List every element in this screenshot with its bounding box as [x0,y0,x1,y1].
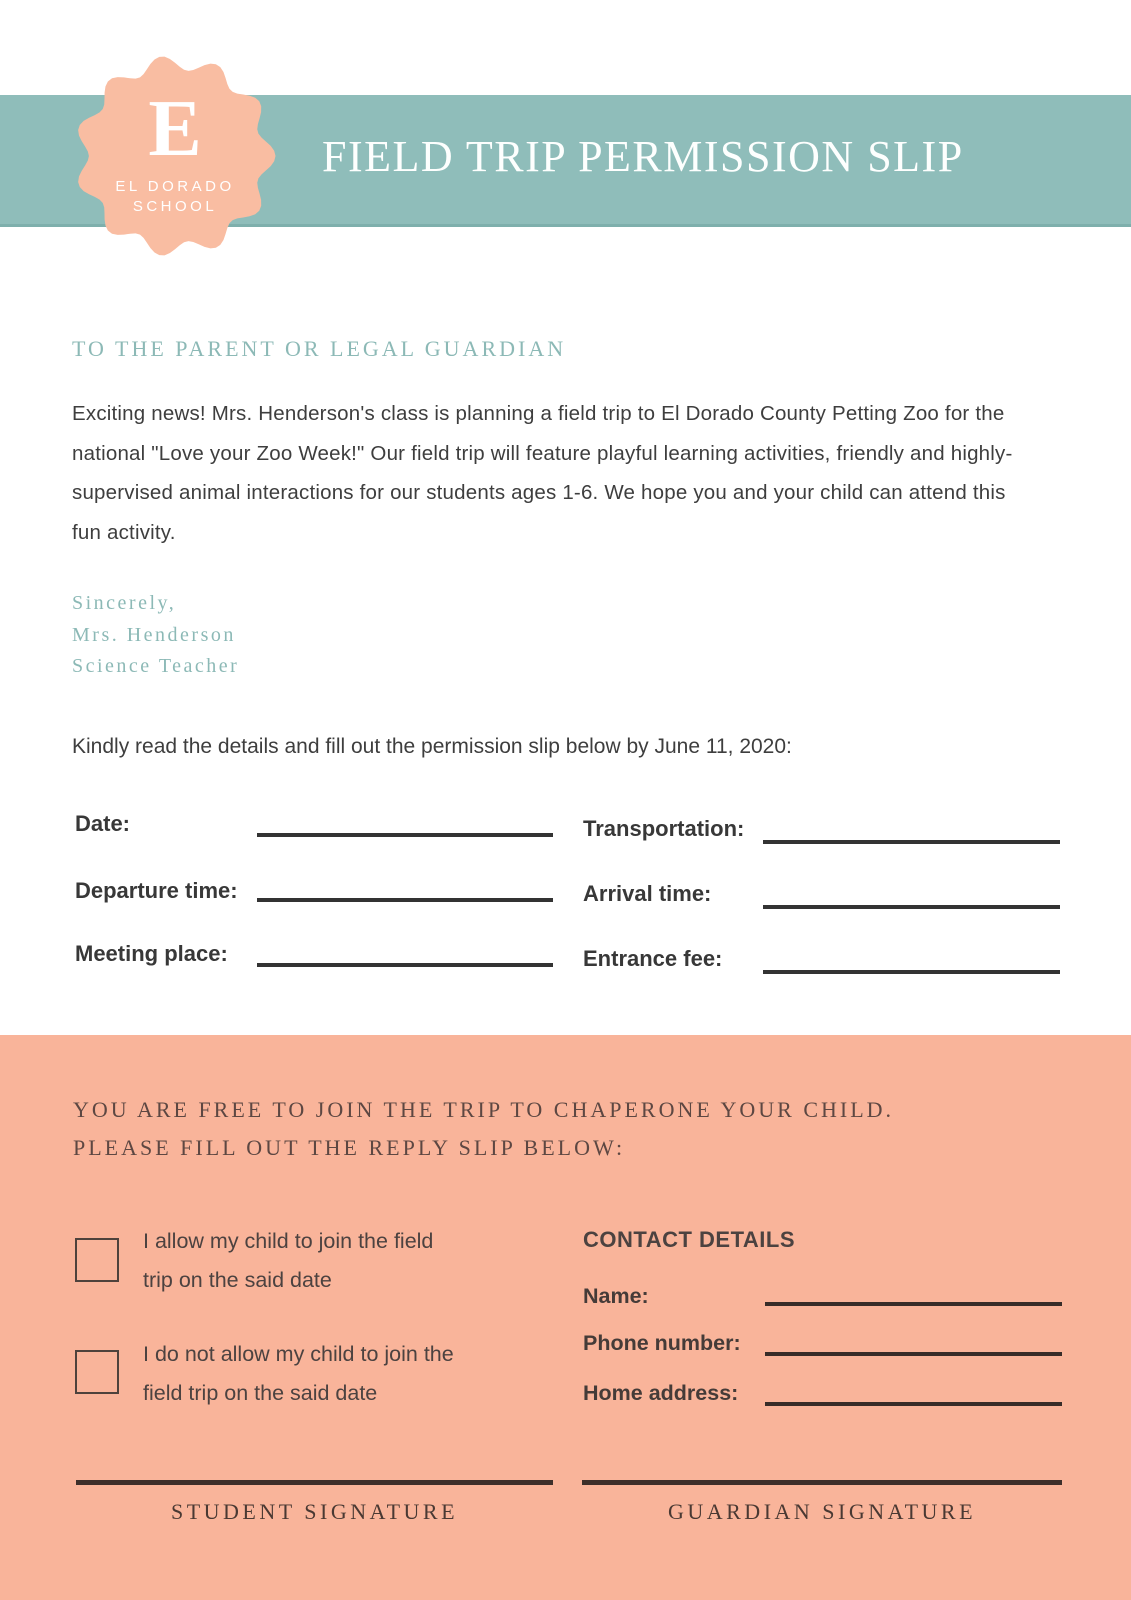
school-logo-content [69,55,281,257]
checkbox-not-allow-label-line1: I do not allow my child to join the [143,1342,454,1366]
departure-time-field-line[interactable] [257,898,553,902]
letter-closing [72,588,239,683]
closing-line-role: Science Teacher [72,655,240,677]
school-initial: E [148,85,202,173]
closing-line-sincerely: Sincerely, [72,592,177,614]
date-field-line[interactable] [257,833,553,837]
entrance-fee-label: Entrance fee: [583,946,723,971]
checkbox-allow[interactable] [75,1238,119,1282]
name-label: Name: [583,1284,649,1308]
meeting-place-field-line[interactable] [257,963,553,967]
phone-number-field-line[interactable] [765,1352,1062,1356]
page-title: FIELD TRIP PERMISSION SLIP [322,132,964,181]
phone-number-label: Phone number: [583,1331,741,1355]
checkbox-allow-label-line1: I allow my child to join the field [143,1229,434,1253]
transportation-label: Transportation: [583,816,745,841]
checkbox-not-allow-label [143,1335,454,1412]
checkbox-not-allow[interactable] [75,1350,119,1394]
checkbox-not-allow-label-line2: field trip on the said date [143,1380,378,1405]
checkbox-allow-label-line2: trip on the said date [143,1267,332,1292]
school-logo-badge [69,55,281,257]
name-field-line[interactable] [765,1302,1062,1306]
home-address-label: Home address: [583,1381,739,1405]
school-name-line2: SCHOOL [132,198,218,215]
instruction-line: Kindly read the details and fill out the permission slip below by June 11, 2020: [72,735,792,758]
home-address-field-line[interactable] [765,1402,1062,1406]
reply-slip-section [0,1035,1131,1600]
student-signature-line[interactable] [76,1480,553,1485]
arrival-time-label: Arrival time: [583,881,712,906]
entrance-fee-field-line[interactable] [763,970,1060,974]
reply-heading-line1: YOU ARE FREE TO JOIN THE TRIP TO CHAPERONE YOUR CHILD. [73,1097,895,1122]
contact-details-heading: CONTACT DETAILS [583,1227,795,1252]
date-label: Date: [75,811,131,836]
transportation-field-line[interactable] [763,840,1060,844]
departure-time-label: Departure time: [75,878,238,903]
salutation-heading: TO THE PARENT OR LEGAL GUARDIAN [72,336,567,361]
reply-heading-line2: PLEASE FILL OUT THE REPLY SLIP BELOW: [73,1135,626,1160]
meeting-place-label: Meeting place: [75,941,228,966]
checkbox-allow-label [143,1222,433,1299]
letter-body: Exciting news! Mrs. Henderson's class is planning a field trip to El Dorado County Petting Zoo for the national "Love your Zoo Week!" Our field trip will feature playful learning activities, friendly and highly-supervised animal interactions for our students ages 1-6. We hope you and your child can attend this fun activity. [72,402,1013,544]
reply-heading [73,1091,894,1167]
student-signature-label: STUDENT SIGNATURE [170,1499,459,1524]
guardian-signature-line[interactable] [582,1480,1062,1485]
arrival-time-field-line[interactable] [763,905,1060,909]
guardian-signature-label: GUARDIAN SIGNATURE [667,1499,977,1524]
school-name-line1: EL DORADO [115,178,235,195]
closing-line-name: Mrs. Henderson [72,623,236,646]
